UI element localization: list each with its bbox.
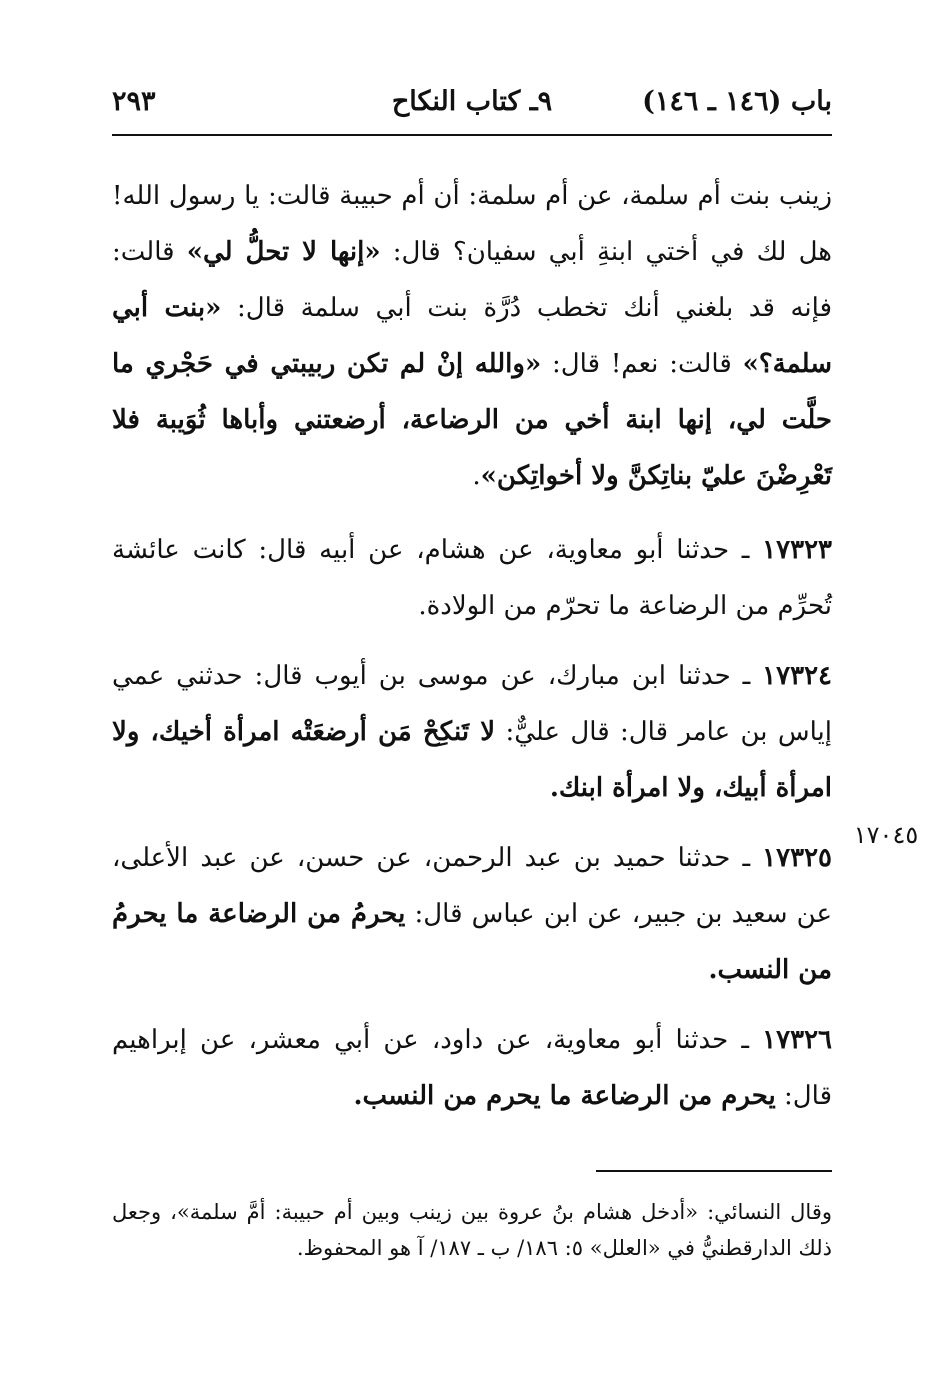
hadith-quote: يحرمُ من الرضاعة ما يحرمُ من النسب.: [112, 899, 832, 985]
book-title: ٩ـ كتاب النكاح: [391, 86, 553, 117]
hadith-text: حدثنا أبو معاوية، عن داود، عن أبي معشر، عن إبراهيم قال:: [112, 1025, 832, 1111]
margin-reference-number: ١٧٠٤٥: [853, 821, 919, 849]
footnote-divider: [596, 1170, 832, 1172]
chapter-range: باب (١٤٦ ـ ١٤٦): [642, 86, 832, 117]
page-header: [112, 82, 832, 122]
hadith-text: حدثنا أبو معاوية، عن هشام، عن أبيه قال: كانت عائشة تُحرِّم من الرضاعة ما تحرّم من الولادة.: [112, 535, 832, 621]
footnote: وقال النسائي: «أدخل هشام بنُ عروة بين زينب وبين أم حبيبة: أمَّ سلمة»، وجعل ذلك الدارقطنيُّ في «العلل» ٥: ١٨٦/ ب ـ ١٨٧/ آ هو المحفوظ.: [112, 1200, 832, 1260]
intro-text-d: .: [472, 461, 481, 491]
hadith-number: ١٧٣٢٣: [762, 535, 832, 565]
hadith-number: ١٧٣٢٤: [762, 661, 832, 691]
main-text: [112, 168, 832, 1138]
hadith-separator: ـ: [730, 661, 763, 691]
page-number: ٢٩٣: [112, 86, 156, 117]
header-divider: [112, 134, 832, 136]
hadith-text: حدثنا حميد بن عبد الرحمن، عن حسن، عن عبد الأعلى، عن سعيد بن جبير، عن ابن عباس قال:: [112, 843, 832, 929]
intro-quote-a: «إنها لا تحلُّ لي»: [186, 237, 381, 267]
hadith-quote: يحرم من الرضاعة ما يحرم من النسب.: [353, 1081, 776, 1111]
hadith-number: ١٧٣٢٥: [762, 843, 832, 873]
hadith-paragraph: [112, 830, 832, 998]
intro-text-c: قالت: نعم! قال:: [541, 349, 743, 379]
hadith-paragraph: [112, 648, 832, 816]
hadith-separator: ـ: [730, 843, 763, 873]
intro-text-a: زينب بنت أم سلمة، عن أم سلمة: أن أم حبيبة قالت: يا رسول الله! هل لك في أختي ابنةِ أبي سفيان؟ قال:: [112, 181, 832, 267]
intro-paragraph: [112, 168, 832, 504]
hadith-quote: لا تَنكِحْ مَن أرضعَتْه امرأة أخيك، ولا امرأة أبيك، ولا امرأة ابنك.: [112, 717, 832, 803]
hadith-paragraph: [112, 522, 832, 634]
hadith-number: ١٧٣٢٦: [762, 1025, 832, 1055]
intro-quote-c: «والله إنْ لم تكن ربيبتي في حَجْري ما حلَّت لي، إنها ابنة أخي من الرضاعة، أرضعتني وأباها ثُوَيبة فلا تَعْرِضْنَ عليّ بناتِكنَّ ولا أخواتِكن»: [112, 349, 832, 491]
intro-quote-b: «بنت أبي سلمة؟»: [112, 293, 833, 379]
hadith-text: حدثنا ابن مبارك، عن موسى بن أيوب قال: حدثني عمي إياس بن عامر قال: قال عليٌّ:: [112, 661, 832, 747]
hadith-separator: ـ: [729, 535, 763, 565]
hadith-separator: ـ: [728, 1025, 763, 1055]
hadith-paragraph: [112, 1012, 832, 1124]
intro-text-b: قالت: فإنه قد بلغني أنك تخطب دُرَّة بنت أبي سلمة قال:: [112, 237, 833, 323]
